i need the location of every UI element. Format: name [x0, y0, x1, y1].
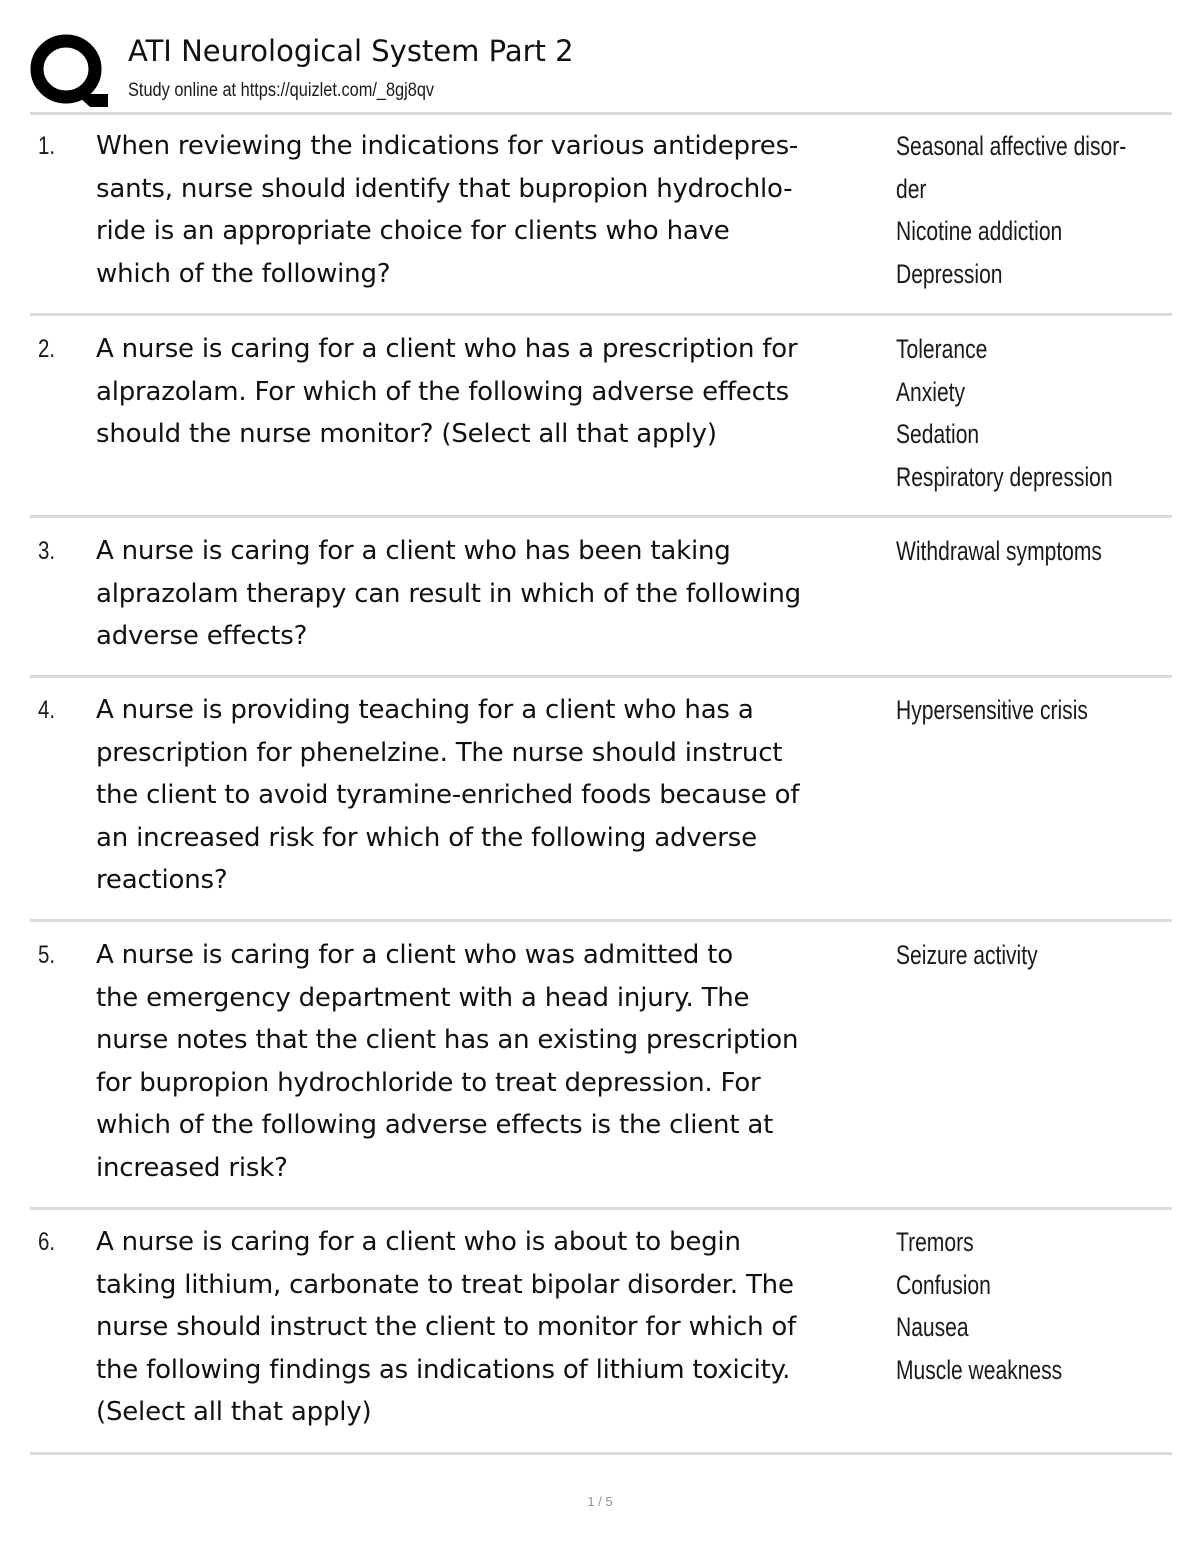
- answer-text: [896, 934, 1172, 977]
- question-line: should the nurse monitor? (Select all that apply): [96, 419, 717, 449]
- question-line: When reviewing the indications for various antidepres-: [96, 131, 799, 161]
- question-line: the client to avoid tyramine-enriched foods because of: [96, 780, 800, 810]
- question-line: nurse notes that the client has an existing prescription: [96, 1025, 799, 1055]
- card-number: 2.: [38, 335, 56, 363]
- answer-line: Muscle weakness: [896, 1354, 1063, 1385]
- question-line: (Select all that apply): [96, 1397, 372, 1427]
- question-line: ride is an appropriate choice for clients who have: [96, 216, 730, 246]
- question-line: reactions?: [96, 865, 228, 895]
- question-text: [96, 689, 896, 902]
- answer-line: Nicotine addiction: [896, 216, 1063, 246]
- card-number: 6.: [38, 1228, 56, 1256]
- page-indicator: 1 / 5: [587, 1494, 613, 1509]
- answer-line: der: [896, 173, 927, 204]
- question-line: adverse effects?: [96, 621, 308, 651]
- question-text: [96, 934, 896, 1189]
- answer-text: [896, 125, 1172, 295]
- card-number: 1.: [38, 132, 56, 160]
- question-text: [96, 530, 896, 658]
- question-line: increased risk?: [96, 1152, 288, 1183]
- question-line: the emergency department with a head injury. The: [96, 982, 750, 1013]
- study-link-text: Study online at https://quizlet.com/_8gj8qv: [128, 80, 435, 101]
- question-line: A nurse is caring for a client who has been taking: [96, 536, 731, 566]
- question-line: A nurse is caring for a client who is about to begin: [96, 1227, 741, 1257]
- divider: [30, 919, 1172, 922]
- answer-line: Nausea: [896, 1312, 969, 1342]
- question-line: an increased risk for which of the following adverse: [96, 822, 757, 853]
- page-title: ATI Neurological System Part 2: [128, 34, 574, 68]
- answer-line: Withdrawal symptoms: [896, 536, 1102, 566]
- answer-line: Tolerance: [896, 334, 988, 364]
- divider: [30, 313, 1172, 316]
- question-text: [96, 328, 896, 456]
- question-line: A nurse is caring for a client who has a prescription for: [96, 334, 798, 364]
- answer-text: [896, 530, 1172, 573]
- answer-line: Tremors: [896, 1227, 974, 1257]
- answer-line: Confusion: [896, 1269, 991, 1300]
- card-number: 5.: [38, 941, 56, 969]
- answer-text: [896, 689, 1172, 732]
- divider: [30, 675, 1172, 678]
- question-text: [96, 1221, 896, 1434]
- divider: [30, 112, 1172, 115]
- answer-text: [896, 328, 1172, 498]
- question-line: prescription for phenelzine. The nurse should instruct: [96, 737, 783, 768]
- divider: [30, 515, 1172, 518]
- answer-line: Seasonal affective disor-: [896, 131, 1127, 161]
- quizlet-q-logo-icon: [30, 32, 108, 108]
- question-line: for bupropion hydrochloride to treat depression. For: [96, 1067, 761, 1098]
- question-line: alprazolam therapy can result in which of the following: [96, 578, 801, 609]
- answer-line: Anxiety: [896, 376, 966, 407]
- question-text: [96, 125, 896, 295]
- question-line: A nurse is caring for a client who was admitted to: [96, 940, 733, 970]
- answer-line: Depression: [896, 258, 1003, 289]
- question-line: sants, nurse should identify that bupropion hydrochlo-: [96, 173, 793, 204]
- question-line: which of the following?: [96, 258, 391, 289]
- answer-line: Seizure activity: [896, 940, 1038, 970]
- page-header: [30, 28, 1172, 112]
- card-number: 4.: [38, 696, 56, 724]
- divider: [30, 1452, 1172, 1455]
- card-number: 3.: [38, 537, 56, 565]
- question-line: nurse should instruct the client to monitor for which of: [96, 1312, 797, 1342]
- answer-line: Respiratory depression: [896, 461, 1113, 492]
- answer-line: Sedation: [896, 419, 980, 449]
- question-line: which of the following adverse effects is the client at: [96, 1110, 774, 1140]
- question-line: alprazolam. For which of the following adverse effects: [96, 376, 790, 407]
- question-line: taking lithium, carbonate to treat bipolar disorder. The: [96, 1269, 794, 1300]
- question-line: the following findings as indications of lithium toxicity.: [96, 1354, 791, 1385]
- question-line: A nurse is providing teaching for a client who has a: [96, 695, 754, 725]
- divider: [30, 1207, 1172, 1210]
- answer-line: Hypersensitive crisis: [896, 695, 1088, 725]
- answer-text: [896, 1221, 1172, 1391]
